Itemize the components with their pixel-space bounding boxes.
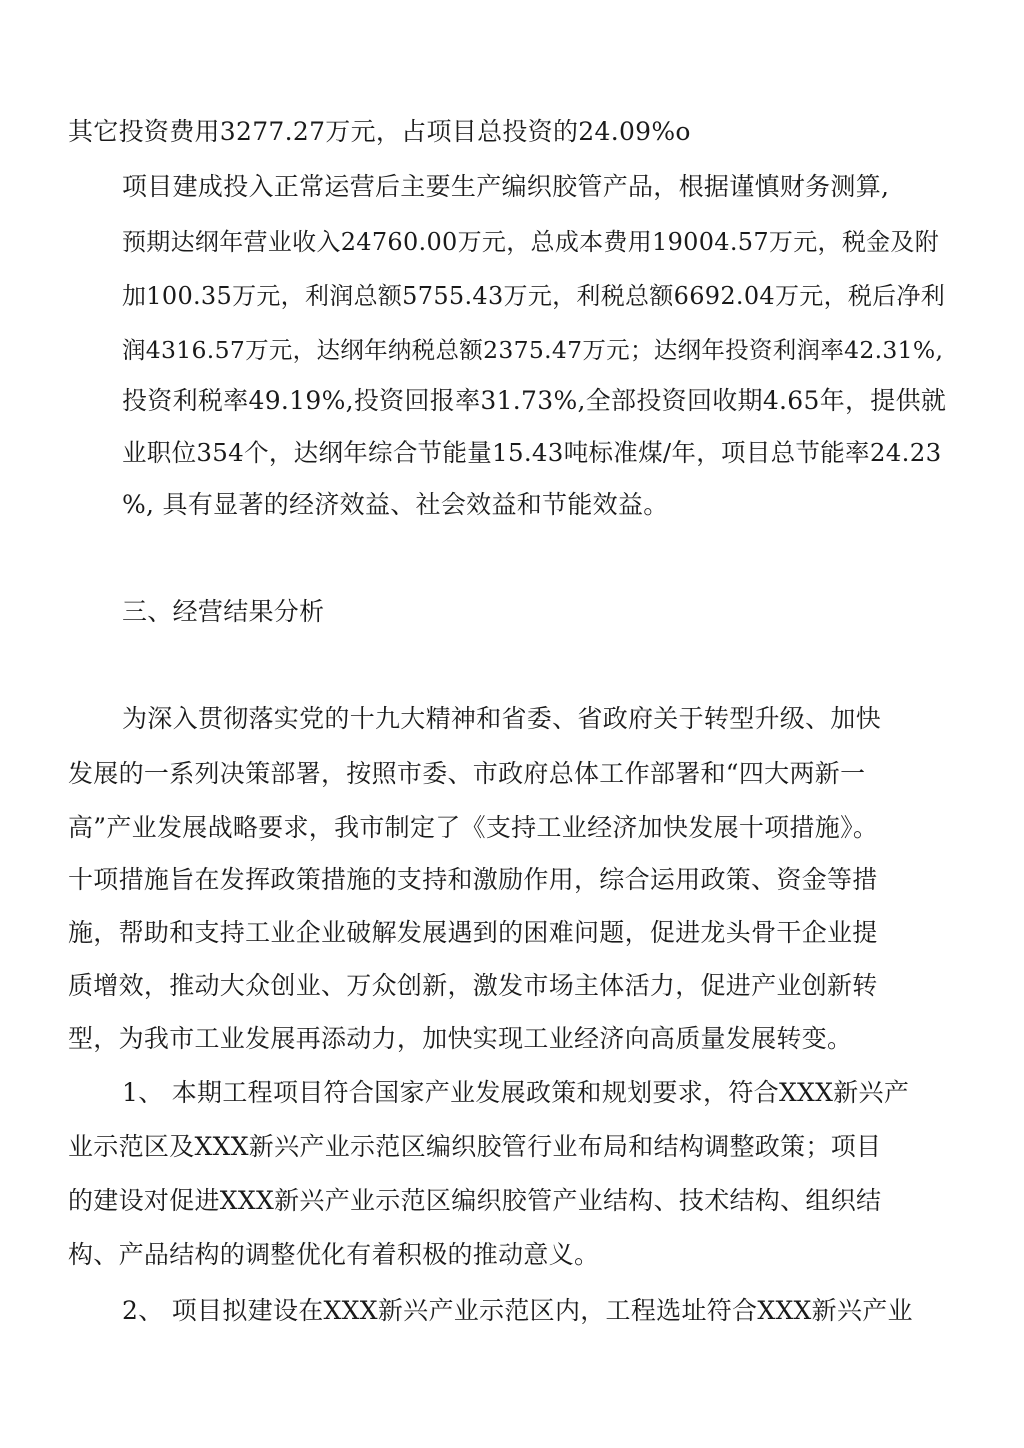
text-line: %, 具有显著的经济效益、社会效益和节能效益。 <box>122 490 669 519</box>
text-line: 高”产业发展战略要求，我市制定了《支持工业经济加快发展十项措施》。 <box>68 813 879 842</box>
text-line: 施，帮助和支持工业企业破解发展遇到的困难问题，促进龙头骨干企业提 <box>68 918 878 947</box>
text-line: 为深入贯彻落实党的十九大精神和省委、省政府关于转型升级、加快 <box>122 704 882 733</box>
text-line: 发展的一系列决策部署，按照市委、市政府总体工作部署和“四大两新一 <box>68 759 866 788</box>
text-line: 十项措施旨在发挥政策措施的支持和激励作用，综合运用政策、资金等措 <box>68 865 878 894</box>
text-line: 业示范区及XXX新兴产业示范区编织胶管行业布局和结构调整政策；项目 <box>68 1132 882 1161</box>
text-line: 加100.35万元，利润总额5755.43万元，利税总额6692.04万元，税后净利 <box>122 282 946 310</box>
text-line: 预期达纲年营业收入24760.00万元，总成本费用19004.57万元，税金及附 <box>122 228 940 256</box>
text-line: 投资利税率49.19%,投资回报率31.73%,全部投资回收期4.65年，提供就 <box>122 386 947 415</box>
section-heading: 三、经营结果分析 <box>122 597 325 626</box>
list-item: 1、 本期工程项目符合国家产业发展政策和规划要求，符合XXX新兴产 <box>122 1078 910 1107</box>
list-item: 2、 项目拟建设在XXX新兴产业示范区内，工程选址符合XXX新兴产业 <box>122 1296 913 1325</box>
text-line: 型，为我市工业发展再添动力，加快实现工业经济向高质量发展转变。 <box>68 1024 853 1053</box>
text-line: 其它投资费用3277.27万元，占项目总投资的24.09%o <box>68 117 691 146</box>
text-line: 润4316.57万元，达纲年纳税总额2375.47万元；达纲年投资利润率42.31%, <box>122 336 944 364</box>
text-line: 的建设对促进XXX新兴产业示范区编织胶管产业结构、技术结构、组织结 <box>68 1186 882 1215</box>
text-line: 构、产品结构的调整优化有着积极的推动意义。 <box>68 1240 600 1269</box>
text-line: 质增效，推动大众创业、万众创新，激发市场主体活力，促进产业创新转 <box>68 971 878 1000</box>
text-line: 项目建成投入正常运营后主要生产编织胶管产品，根据谨慎财务测算, <box>122 172 890 201</box>
text-line: 业职位354个，达纲年综合节能量15.43吨标准煤/年，项目总节能率24.23 <box>122 438 942 467</box>
